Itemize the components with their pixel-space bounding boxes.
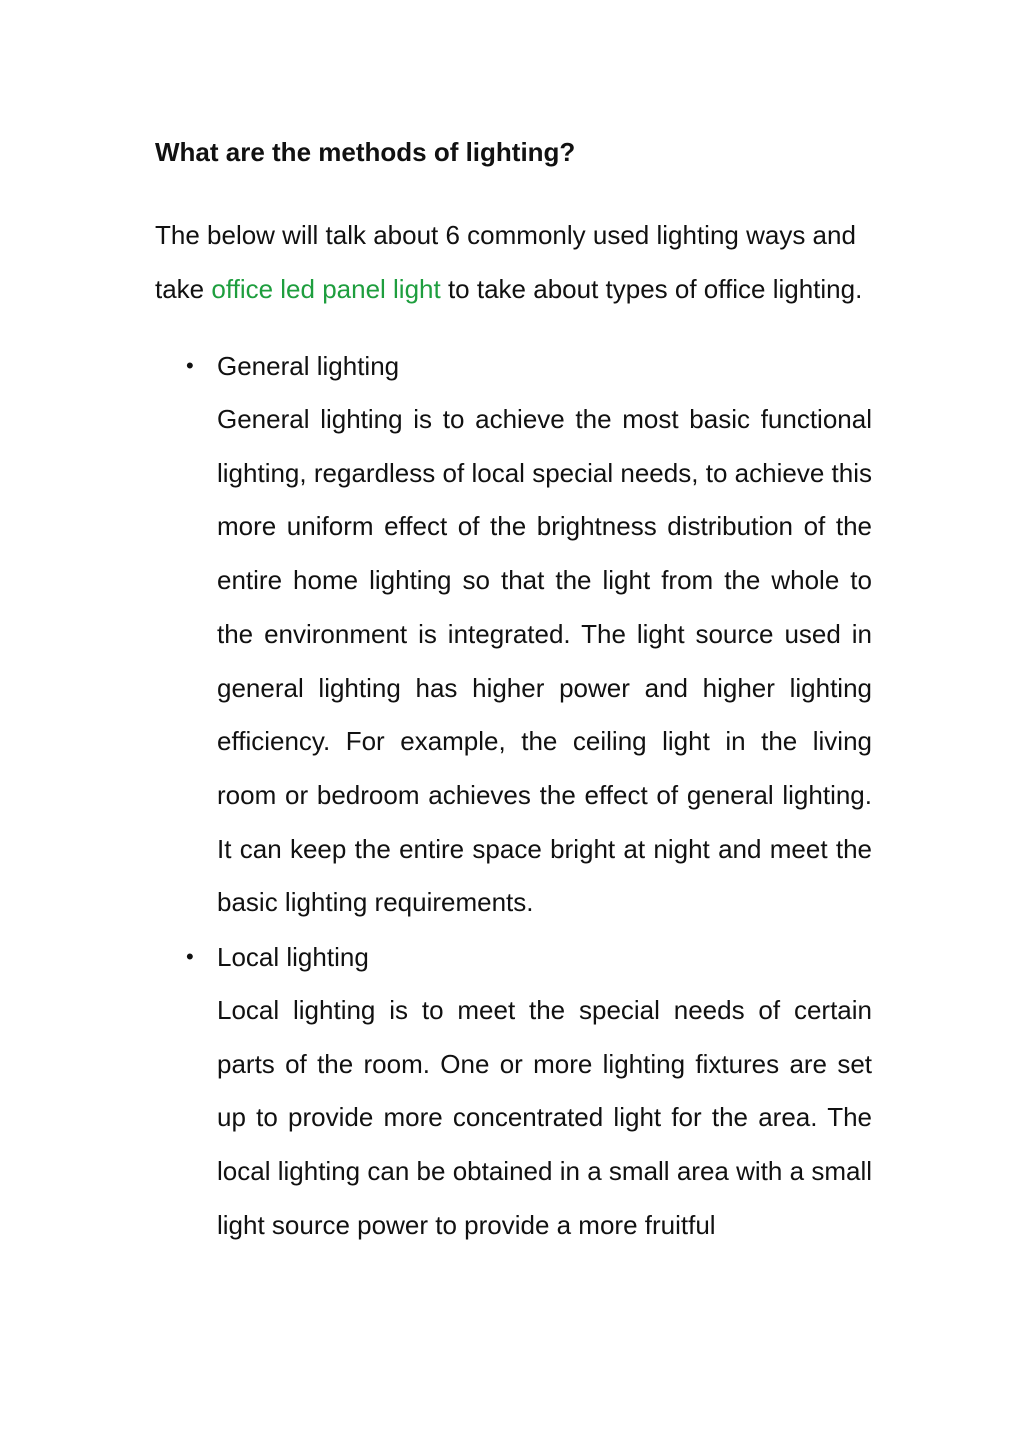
item-body-local-lighting: Local lighting is to meet the special needs of certain parts of the room. One or more lighting fixtures are set up to provide more concentrated light for the area. The local lighting can be obtained in a small area with a small light source power to provide a more fruitful bbox=[217, 995, 872, 1240]
item-heading-local-lighting: Local lighting bbox=[217, 942, 369, 973]
bullet-icon: • bbox=[186, 944, 194, 970]
office-led-panel-light-link[interactable]: office led panel light bbox=[211, 274, 441, 304]
intro-text-after-link: to take about types of office lighting. bbox=[440, 274, 863, 304]
bullet-icon: • bbox=[186, 353, 194, 378]
lighting-methods-list bbox=[155, 339, 872, 1253]
list-item-general-lighting bbox=[155, 339, 872, 930]
list-item-local-lighting bbox=[155, 930, 872, 1253]
item-body-general-lighting: General lighting is to achieve the most basic functional lighting, regardless of local special needs, to achieve this more uniform effect of the brightness distribution of the entire home lighting so that the light from the whole to the environment is integrated. The light source used in general lighting has higher power and higher lighting efficiency. For example, the ceiling light in the living room or bedroom achieves the effect of general lighting. It can keep the entire space bright at night and meet the basic lighting requirements. bbox=[217, 404, 872, 918]
intro-paragraph bbox=[155, 208, 872, 316]
document-page bbox=[155, 133, 872, 1253]
item-heading-general-lighting: General lighting bbox=[217, 351, 400, 381]
intro-text-before-link: The below will talk about 6 commonly used lighting ways and take bbox=[155, 220, 856, 304]
document-title: What are the methods of lighting? bbox=[155, 137, 576, 167]
